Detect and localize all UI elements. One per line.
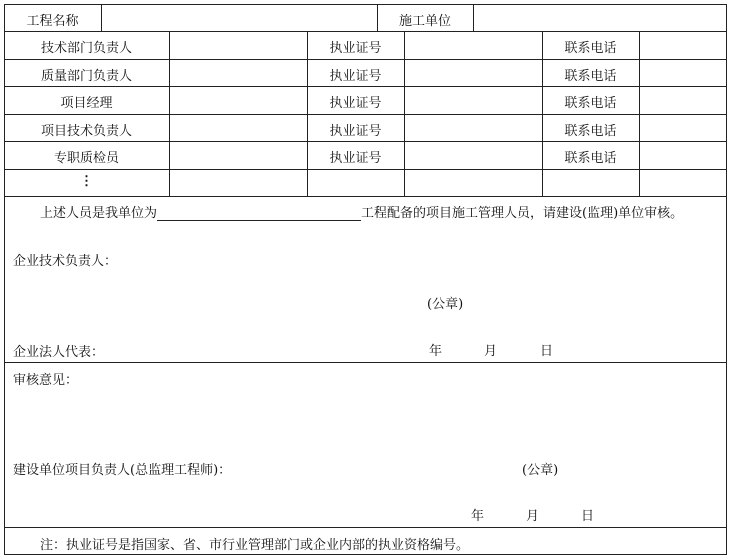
- review-month: 月: [526, 509, 540, 524]
- decl-day: 日: [540, 344, 554, 359]
- tech-head-label: 企业技术负责人：: [13, 254, 118, 269]
- decl-month: 月: [484, 344, 498, 359]
- col-divider: [404, 31, 405, 196]
- col-divider: [101, 4, 102, 31]
- company-seal: (公章): [427, 297, 464, 312]
- owner-head-label: 建设单位项目负责人(总监理工程师)：: [13, 463, 232, 478]
- legal-rep-label: 企业法人代表：: [13, 345, 105, 360]
- review-seal: (公章): [522, 463, 559, 478]
- row-divider: [4, 31, 727, 32]
- review-year: 年: [471, 509, 485, 524]
- phone-label: 联系电话: [564, 96, 617, 111]
- role-cell: 专职质检员: [53, 151, 119, 166]
- col-divider: [473, 4, 474, 31]
- decl-year: 年: [429, 344, 443, 359]
- ellipsis-cell: ⋮: [80, 174, 93, 189]
- role-cell: 项目经理: [60, 96, 113, 111]
- contractor-label: 施工单位: [398, 14, 451, 29]
- role-cell: 项目技术负责人: [40, 124, 132, 139]
- phone-label: 联系电话: [564, 151, 617, 166]
- project-blank[interactable]: [157, 207, 361, 221]
- row-divider: [4, 59, 727, 60]
- cert-label: 执业证号: [329, 96, 382, 111]
- cert-label: 执业证号: [329, 41, 382, 56]
- phone-label: 联系电话: [564, 124, 617, 139]
- section-divider: [4, 527, 727, 528]
- col-divider: [169, 31, 170, 196]
- row-divider: [4, 86, 727, 87]
- declaration-suffix: 工程配备的项目施工管理人员，请建设(监理)单位审核。: [361, 206, 684, 221]
- row-divider: [4, 169, 727, 170]
- footnote: 注：执业证号是指国家、省、市行业管理部门或企业内部的执业资格编号。: [40, 538, 470, 553]
- review-opinion-label: 审核意见：: [13, 373, 79, 388]
- role-cell: 技术部门负责人: [40, 41, 132, 56]
- col-divider: [639, 31, 640, 196]
- phone-label: 联系电话: [564, 69, 617, 84]
- cert-label: 执业证号: [329, 124, 382, 139]
- row-divider: [4, 196, 727, 197]
- phone-label: 联系电话: [564, 41, 617, 56]
- cert-label: 执业证号: [329, 151, 382, 166]
- role-cell: 质量部门负责人: [40, 69, 132, 84]
- project-name-label: 工程名称: [26, 14, 79, 29]
- declaration-prefix: 上述人员是我单位为: [40, 206, 158, 221]
- cert-label: 执业证号: [329, 69, 382, 84]
- review-day: 日: [581, 509, 595, 524]
- row-divider: [4, 114, 727, 115]
- section-divider: [4, 362, 727, 363]
- declaration-line: [40, 202, 683, 221]
- row-divider: [4, 141, 727, 142]
